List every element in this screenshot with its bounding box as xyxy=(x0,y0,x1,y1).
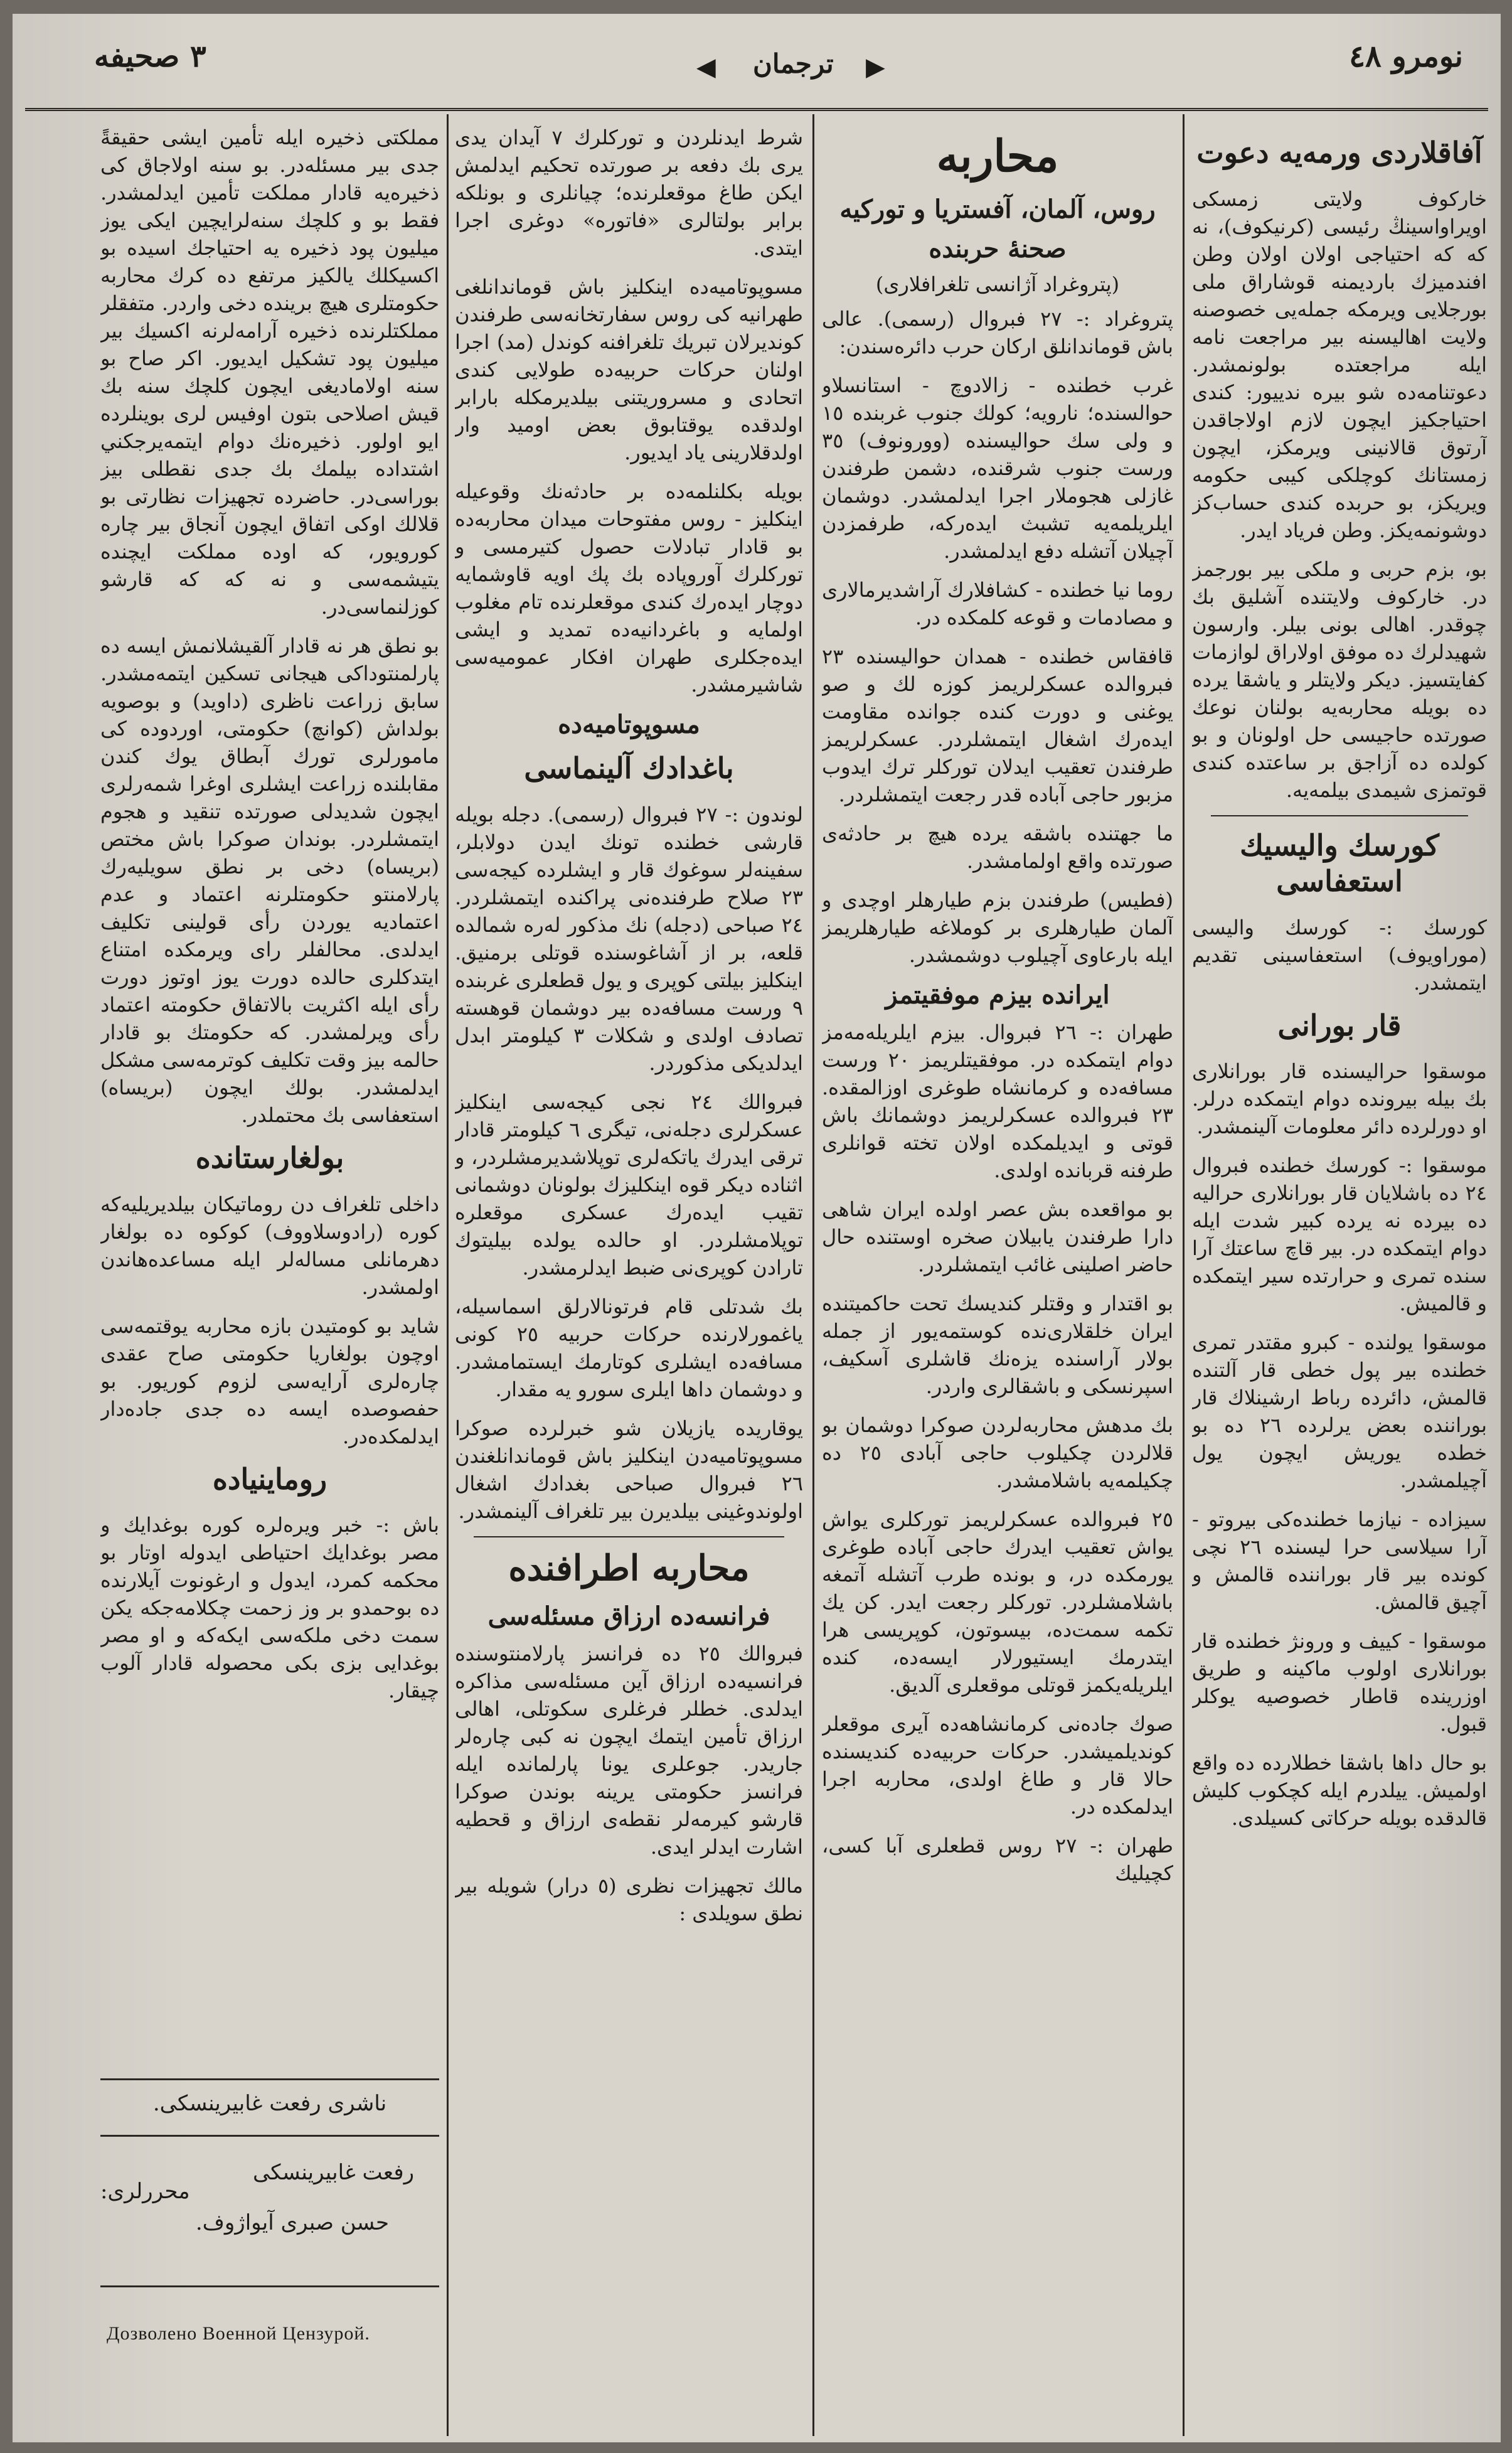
article-text: مملكتى ذخيره ايله تأمين ايشى حقيقةً جدى بير مسئله‌در. بو سنه اولاجاق كى ذخيره‌يه قادار مملكت تأمين ايدلمشدر. فقط بو و كلچك سنه‌لرايچين ايكى يوز ميليون پود ذخيره يه احتياجك اسيده بو اكسيكلك يالكيز مرتفع ده كرك محاربه حكومتلرى هيچ برينده دخى واردر. متفقلر مملكتلرنده ذخيره آرامه‌لرنه اكسيك بير ميليون پود تشكيل ايديور. اكر صاح بو سنه اولاماديغى ايچون كلچك سنه بك قيش اصلاحى بتون اوفيس لرى بوينلرده ايو اولور. ذخيره‌نك دوام ايتمه‌يرجكني اشتداده بيلمك بك جدى نقطلى بيز بوراسى‌در. حاضرده تجهيزات نظارتى بو قلالك اوكى اتفاق ايچون آنجاق بير چاره كورويور، كه اوده مملكت ايچنده يتيشمه‌سى و نه كه كه قارشو كوزلنماسى‌در. xyxy=(100,126,439,619)
newspaper-title: ترجمان xyxy=(753,48,834,79)
article-text: بو اقتدار و وقتلر كنديسك تحت حاكميتنده ايران خلقلارى‌نده كوستمه‌يور از جمله بولار آراسنده يزه‌نك قاشلرى آسكيف، اسپرنسكى و باشقالرى واردر. xyxy=(822,1291,1173,1398)
editor-name: حسن صبرى آيواژوف. xyxy=(195,2210,389,2235)
divider xyxy=(474,1536,784,1537)
article-text: مالك تجهيزات نظرى (٥ درار) شويله بير نطق سويلدى : xyxy=(455,1873,803,1925)
article-text: قافقاس خطنده - همدان حواليسنده ٢٣ فبروالده عسكرلريمز كوزه لك و صو يوغنى و دورت كنده جوانده مقاومت ايده‌رك اشغال ايتمشلردر. عسكرلريمز طرفندن تعقيب ايدلان توركلر ترك ايدوب مزبور حاجى آباده قدر رجعت ايتمشلردر. xyxy=(822,644,1173,806)
page-number-label: ٣ صحيفه xyxy=(94,39,206,74)
newspaper-page xyxy=(13,14,1501,2442)
article-text: سيزاده - نيازما خطنده‌كى بيروتو - آرا سيلاسى حرا ليسنده ٢٦ نچى كونده بير قار بوراننده قالمش و آچيق قالمش. xyxy=(1192,1507,1487,1614)
footer-rule xyxy=(100,2135,439,2137)
article-title: روس، آلمان، آفستريا و توركيه xyxy=(839,195,1156,224)
censorship-note: Дозволено Военной Цензурой. xyxy=(107,2323,370,2344)
article-text: ٢٥ فبروالده عسكرلريمز توركلرى يواش يواش تعقيب ايدرك حاجى آباده طوغرى يورمكده در، و بونده طرب آتشله آتمغه باشلامشلردر. توركلر رجعت ايدر. كن يك تكمه سمت‌ده، بيسوتون، كوپريسى هرا ايتدرمك ايستيورلار ايسه‌ده، كنده ايلريله‌يكمز قوتلى موقعلرى آلديق. xyxy=(822,1507,1173,1697)
article-subtitle: صحنهٔ حربنده xyxy=(929,234,1067,264)
article-text: بو مواقعده بش عصر اولده ايران شاهى دارا طرفندن يابيلان صخره اوستنده حال حاضر اصلينى غائب ايتمشلردر. xyxy=(822,1197,1173,1276)
editors-label: محررلرى: xyxy=(100,2179,190,2204)
article-text: مسوپوتاميه‌ده اينكليز باش قوماندانلغى طهرانيه كى روس سفارتخانه‌سى طرفندن كونديرلان تبريك تلغرافنه كوندل (مد) اجرا اولنان حركات حربيه‌ده طولايى كندى اتحادى و مسروريتنى بيلديرمكله بارابر اولدقده يوقتابوق بعض اوميد وار اولدقلارينى ياد ايديور. xyxy=(455,275,803,464)
column-divider xyxy=(812,114,814,2436)
article-text: بو حال داها باشقا خطلارده ده واقع اولميش. ييلدرم ايله كچكوب كليش قالدقده بويله حركاتى كسيلدى. xyxy=(1192,1751,1487,1830)
section-title: محاربه اطرافنده xyxy=(508,1547,750,1589)
article-text: طهران :- ٢٦ فبروال. بيزم ايلريله‌مه‌مز دوام ايتمكده در. موفقيتلريمز ٢٠ ورست مسافه‌ده و كرمانشاه طوغرى اوزالمقده. ٢٣ فبروالده عسكرلريمز دوشمانك باش قوتى و ايديلمكده اولان تخته قوانلرى طرفنه قربانده اولدى. xyxy=(822,1020,1173,1182)
left-arrow-icon: ◀ xyxy=(696,53,716,82)
article-title: مسوپوتاميه‌ده xyxy=(558,710,700,739)
article-text: بك شدتلى قام فرتونالارلق اسماسيله، ياغمورلارنده حركات حربيه ٢٥ كونى مسافه‌ده ايشلرى كوتارمك ايستمامشدر. و دوشمان داها ايلرى سورو يه مقدار. xyxy=(455,1294,803,1401)
article-title: قار بورانى xyxy=(1277,1008,1402,1042)
publisher-line: ناشرى رفعت غابيرينسكى. xyxy=(152,2091,387,2116)
column-divider xyxy=(1183,114,1185,2436)
article-text: لوندون :- ٢٧ فبروال (رسمى). دجله بويله قارشى خطنده تونك ايدن دولابلر، سفينه‌لر سوغوك قار و ايشلرده كيجه‌سى ٢٣ صلاح طرفنده‌نى پراكنده ايتمشلردر. ٢٤ صباحى (دجله) نك مذكور له‌ره شمالده قلعه، بر از آشاغوسنده قوتلى برمنيق. اينكليز بيلتى كوپرى و يول قطعلرى غربنده ٩ ورست مسافه‌ده بير دوشمان قوهسته تصادف اولدى و شكلات ٣ كيلومتر ابدل ايدلديكى مذكوردر. xyxy=(455,802,803,1075)
right-arrow-icon: ▶ xyxy=(866,53,885,82)
article-text: موسقوا يولنده - كبرو مقتدر تمرى خطنده بير پول خطى قار آلتنده قالمش، دائرده رباط ارشينلاك قار بوراننده بعض يرلرده ٢٦ ده بو خطده يوريش ايچون يول آچيلمشدر. xyxy=(1192,1330,1487,1492)
article-text: موسقوا - كييف و ورونژ خطنده قار بورانلارى اولوب ماكينه و طريق اوزرينده قاطار خصوصيه يوكلر قبول. xyxy=(1192,1629,1487,1736)
article-text: (فطيس) طرفندن بزم طيارهلر اوچدى و آلمان طيارهلرى بر كوملاغه طيارهلريمز ايله بارعاوى آچيلوب دوشمشدر. xyxy=(822,888,1173,967)
article-text: كورسك :- كورسك واليسى (موراويوف) استعفاسينى تقديم ايتمشدر. xyxy=(1192,915,1487,995)
article-source: (پتروغراد آژانسى تلغرافلارى) xyxy=(875,272,1120,296)
article-text: يوقاريده يازيلان شو خبرلرده صوكرا مسوپوتاميه‌دن اينكليز باش قوماندانلغندن ٢٦ فبروال صباحى بغدادك اشغال اولوندوغينى بيلديرن بير تلغراف آلينمشدر. xyxy=(455,1416,803,1523)
page-header xyxy=(13,14,1501,108)
article-text: بو نطق هر نه قادار آلقيشلانمش ايسه ده پارلمنتوداكى هيجانى تسكين ايتمه‌مشدر. سابق زراعت ناظرى (داويد) و بوصويه بولداش (كوانچ) حكومتى، اوردوده كى مامورلرى تورك آبطاق يوك كندن مقابلنده زراعت ايشلرى اوغرا شمه‌رلرى ايچون شديدلى صورتده تنقيد و هجوم ايتمشلردر. بوندان صوكرا باش مختص (بريساه) دخى بر نطق سويليه‌رك پارلامنتو حكومتلرنه اعتماد و عدم اعتماديه يوردن رأى قولينى تكليف ايدلدى. محالفلر راى ويرمكده امتناع ايتدكلرى حالده دورت يوز اوتوز دورت رأى ايله اكثريت بالاتفاق حكومته اعتماد رأى ويرلمشدر. كه حكومتك بو قادار حالمه بيز وقت تكليف كوترمه‌سى مشكل ايدلمشدر. بولك ايچون (بريساه) استعفاسى بك محتملدر. xyxy=(100,634,439,1127)
article-title: آفاقلاردى ورمه‌يه دعوت xyxy=(1196,136,1483,169)
article-text: غرب خطنده - زالادوچ - استانسلاو حوالسنده؛ نارويه؛ كولك جنوب غربنده ١٥ و ولى سك حواليسنده (وورونوف) ٣٥ ورست جنوب شرقنده، دشمن طرفندن غازلى هجوملار اجرا ايدلمشدر. دوشمان ايلريلمه‌يه تشبث ايده‌ركه، طرفمزدن آچيلان آتشله دفع ايدلمشدر. xyxy=(822,373,1173,563)
article-title: فرانسه‌ده ارزاق مسئله‌سى xyxy=(487,1601,770,1631)
footer-rule xyxy=(100,2285,439,2287)
column-4 xyxy=(100,124,439,2066)
article-title: ايرانده بيزم موفقيتمز xyxy=(885,980,1110,1010)
article-text: طهران :- ٢٧ روس قطعلرى آبا كسى، كچيليك xyxy=(822,1834,1173,1885)
issue-number-label: نومرو ٤٨ xyxy=(1349,39,1463,74)
article-text: بك مدهش محاربه‌لردن صوكرا دوشمان بو قلالردن چكيلوب حاجى آبادى ٢٥ ده چكيلمه‌يه باشلامشدر. xyxy=(822,1413,1173,1492)
article-text: خاركوف ولايتى زمسكى اويراواسينڭ رئيسى (كرنيكوف)، نه كه كه احتياجى اولان اولان وطن افندميزك بارديمنه قوشاراق ملى بورجلايى ويرمكه جمله‌يى خصوصنه ولايت اهاليسنه بير مراجعت نامه ايله مراجعتده بولونمشدر. دعوتنامه‌ده شو بيره ندييور: كندى احتياجكيز ايچون لازم اولاجاقدن آرتوق قالانينى ويرمكز، ايچون زمستانك كوچلكى كيبى حكومه ويريكز، بو حربده كندى حساب‌كز دوشونمه‌يكز. وطن فرياد ايدر. xyxy=(1192,186,1487,542)
article-text: روما نيا خطنده - كشافلارك آراشديرمالارى و مصادمات و قوعه كلمكده در. xyxy=(822,578,1173,629)
article-text: فبروالك ٢٥ ده فرانسز پارلامنتوسنده فرانسيه‌ده ارزاق آين مسئله‌سى مذاكره ايدلدى. خطلر فرغلرى سكوتلى، اهالى ارزاق تأمين ايتمك ايچون نه كبى چاره‌لر جاريدر. جوعلرى يونا پارلمانده ايله فرانسز حكومتى يرينه بوندن صوكرا قارشو كيرمه‌لر نقطه‌ى ارزاق و قحطيه اشارت ايدلر ايدى. xyxy=(455,1641,803,1859)
article-title: باغدادك آلينماسى xyxy=(524,751,734,785)
section-title: محاربه xyxy=(936,130,1059,182)
article-text: داخلى تلغراف دن روماتيكان بيلديريليه‌كه كوره (رادوسلاووف) كوكوه ده بولغار دهرمانلى مساله‌لر ايله مساعده‌ها‌ندن اولمشدر. xyxy=(100,1192,439,1299)
article-text: موسقوا :- كورسك خطنده فبروال ٢٤ ده باشلايان قار بورانلارى حراليه ده بيرده نه يرده كبير شدت ايله دوام ايتمكده در. بير قاچ ساعتك آرا سنده تمرى و حرارتده سير ايتمكده و قالميش. xyxy=(1192,1153,1487,1315)
column-divider xyxy=(447,114,449,2436)
article-text: بو، بزم حربى و ملكى بير بورجمز در. خاركوف ولايتنده آشليق بك چوقدر. اهالى بونى بيلر. وارسون شهيدلرك ده موفق اولاراق لوازمات كفايتسيز. ديكر ولايتلر و ياشقا يرده ده بويله محاربه‌يه بولنان نوعك صورتده حاجيسى حل اولونان و بو كولده ده آزاجق بر ساعتده كندى قوتمزى شيمدى بيلمه‌يه. xyxy=(1192,557,1487,802)
article-text: بويله بكلنلمه‌ده بر حادثه‌نك وقوعيله اينكليز - روس مفتوحات ميدان محاربه‌ده بو قادار تبادلات حصول كتيرمسى و توركلرك آوروپاده بك پك اويه قاوشمايه دوچار ايده‌رك كندى موقعلرنده تام مغلوب اولمايه و باغردانيه‌ده تمديد و ايشى ايده‌جكلرى طهران افكار عموميه‌سى شاشيرمشدر. xyxy=(455,479,803,697)
editor-name: رفعت غابيرينسكى xyxy=(252,2160,414,2185)
article-text: صوك جاده‌نى كرمانشاهه‌ده آيرى موقعلر كونديلميشدر. حركات حربيه‌ده كنديسنده حالا قار و طاغ اولدى، محاربه اجرا ايدلمكده در. xyxy=(822,1712,1173,1819)
header-rule xyxy=(25,108,1488,111)
article-text: ما جهتنده باشقه يرده هيچ بر حادثه‌ى صورتده واقع اولمامشدر. xyxy=(822,821,1173,873)
article-text: شايد بو كومتيدن بازه محاربه يوقتمه‌سى اوچون بولغاريا حكومتى صاح عقدى چاره‌لرى آرايه‌سى لزوم كوريور. بو حفصوصده ايسه ده جدى جاده‌دار ايدلمكده‌در. xyxy=(100,1313,439,1448)
article-title: بولغارستانده xyxy=(195,1141,344,1175)
article-text: شرط ايدنلردن و توركلرك ٧ آيدان يدى يرى بك دفعه بر صورتده تحكيم ايدلمش ايكن طاغ موقعلرنده؛ چيانلرى و بونلكه برابر بولتالرى «فاتوره» دوغرى اجرا ايتدى. xyxy=(455,126,803,260)
footer-rule xyxy=(100,2078,439,2080)
article-text: باش :- خبر ويره‌لره كوره بوغدايك و مصر بوغدايك احتياطى ايدوله اوتار بو محكمه كمرد، ايدول و ارغونوت آيلارنده ده بوحمدو بر وز زحمت چكلامه‌جكه يكن سمت دخى ملكه‌سى ايكه‌كه و او مصر بوغدايى بزى بكى محصوله قادار آلوب چيقار. xyxy=(100,1513,439,1702)
article-text: پتروغراد :- ٢٧ فبروال (رسمى). عالى باش قوماندانلق اركان حرب دائره‌سندن: xyxy=(822,307,1173,358)
article-title: كورسك واليسيك استعفاسى xyxy=(1240,828,1439,898)
article-text: موسقوا حراليسنده قار بورانلارى بك بيله بيرونده دوام ايتمكده درلر. او دورلرده دائر معلومات آلينمشدر. xyxy=(1192,1059,1487,1138)
divider xyxy=(1211,815,1468,816)
article-text: فبروالك ٢٤ نجى كيجه‌سى اينكليز عسكرلرى دجله‌نى، تيگرى ٦ كيلومتر قادار ترقى ايدرك ياتكه‌لرى توپلاشديرمشلردر، و اثناده ديكر قوه اينكليزك بولونان دوشمانى تقيب ايده‌رك عسكرى موقعلره توپلامشلردر. او حالده يولده بيليتوك تارادن كوپرى‌نى ضبط ايدلرمشدر. xyxy=(455,1089,803,1280)
article-title: روماينياده xyxy=(212,1462,327,1496)
column-2 xyxy=(822,124,1173,2424)
column-1 xyxy=(1192,124,1487,2424)
column-3 xyxy=(455,124,803,2424)
